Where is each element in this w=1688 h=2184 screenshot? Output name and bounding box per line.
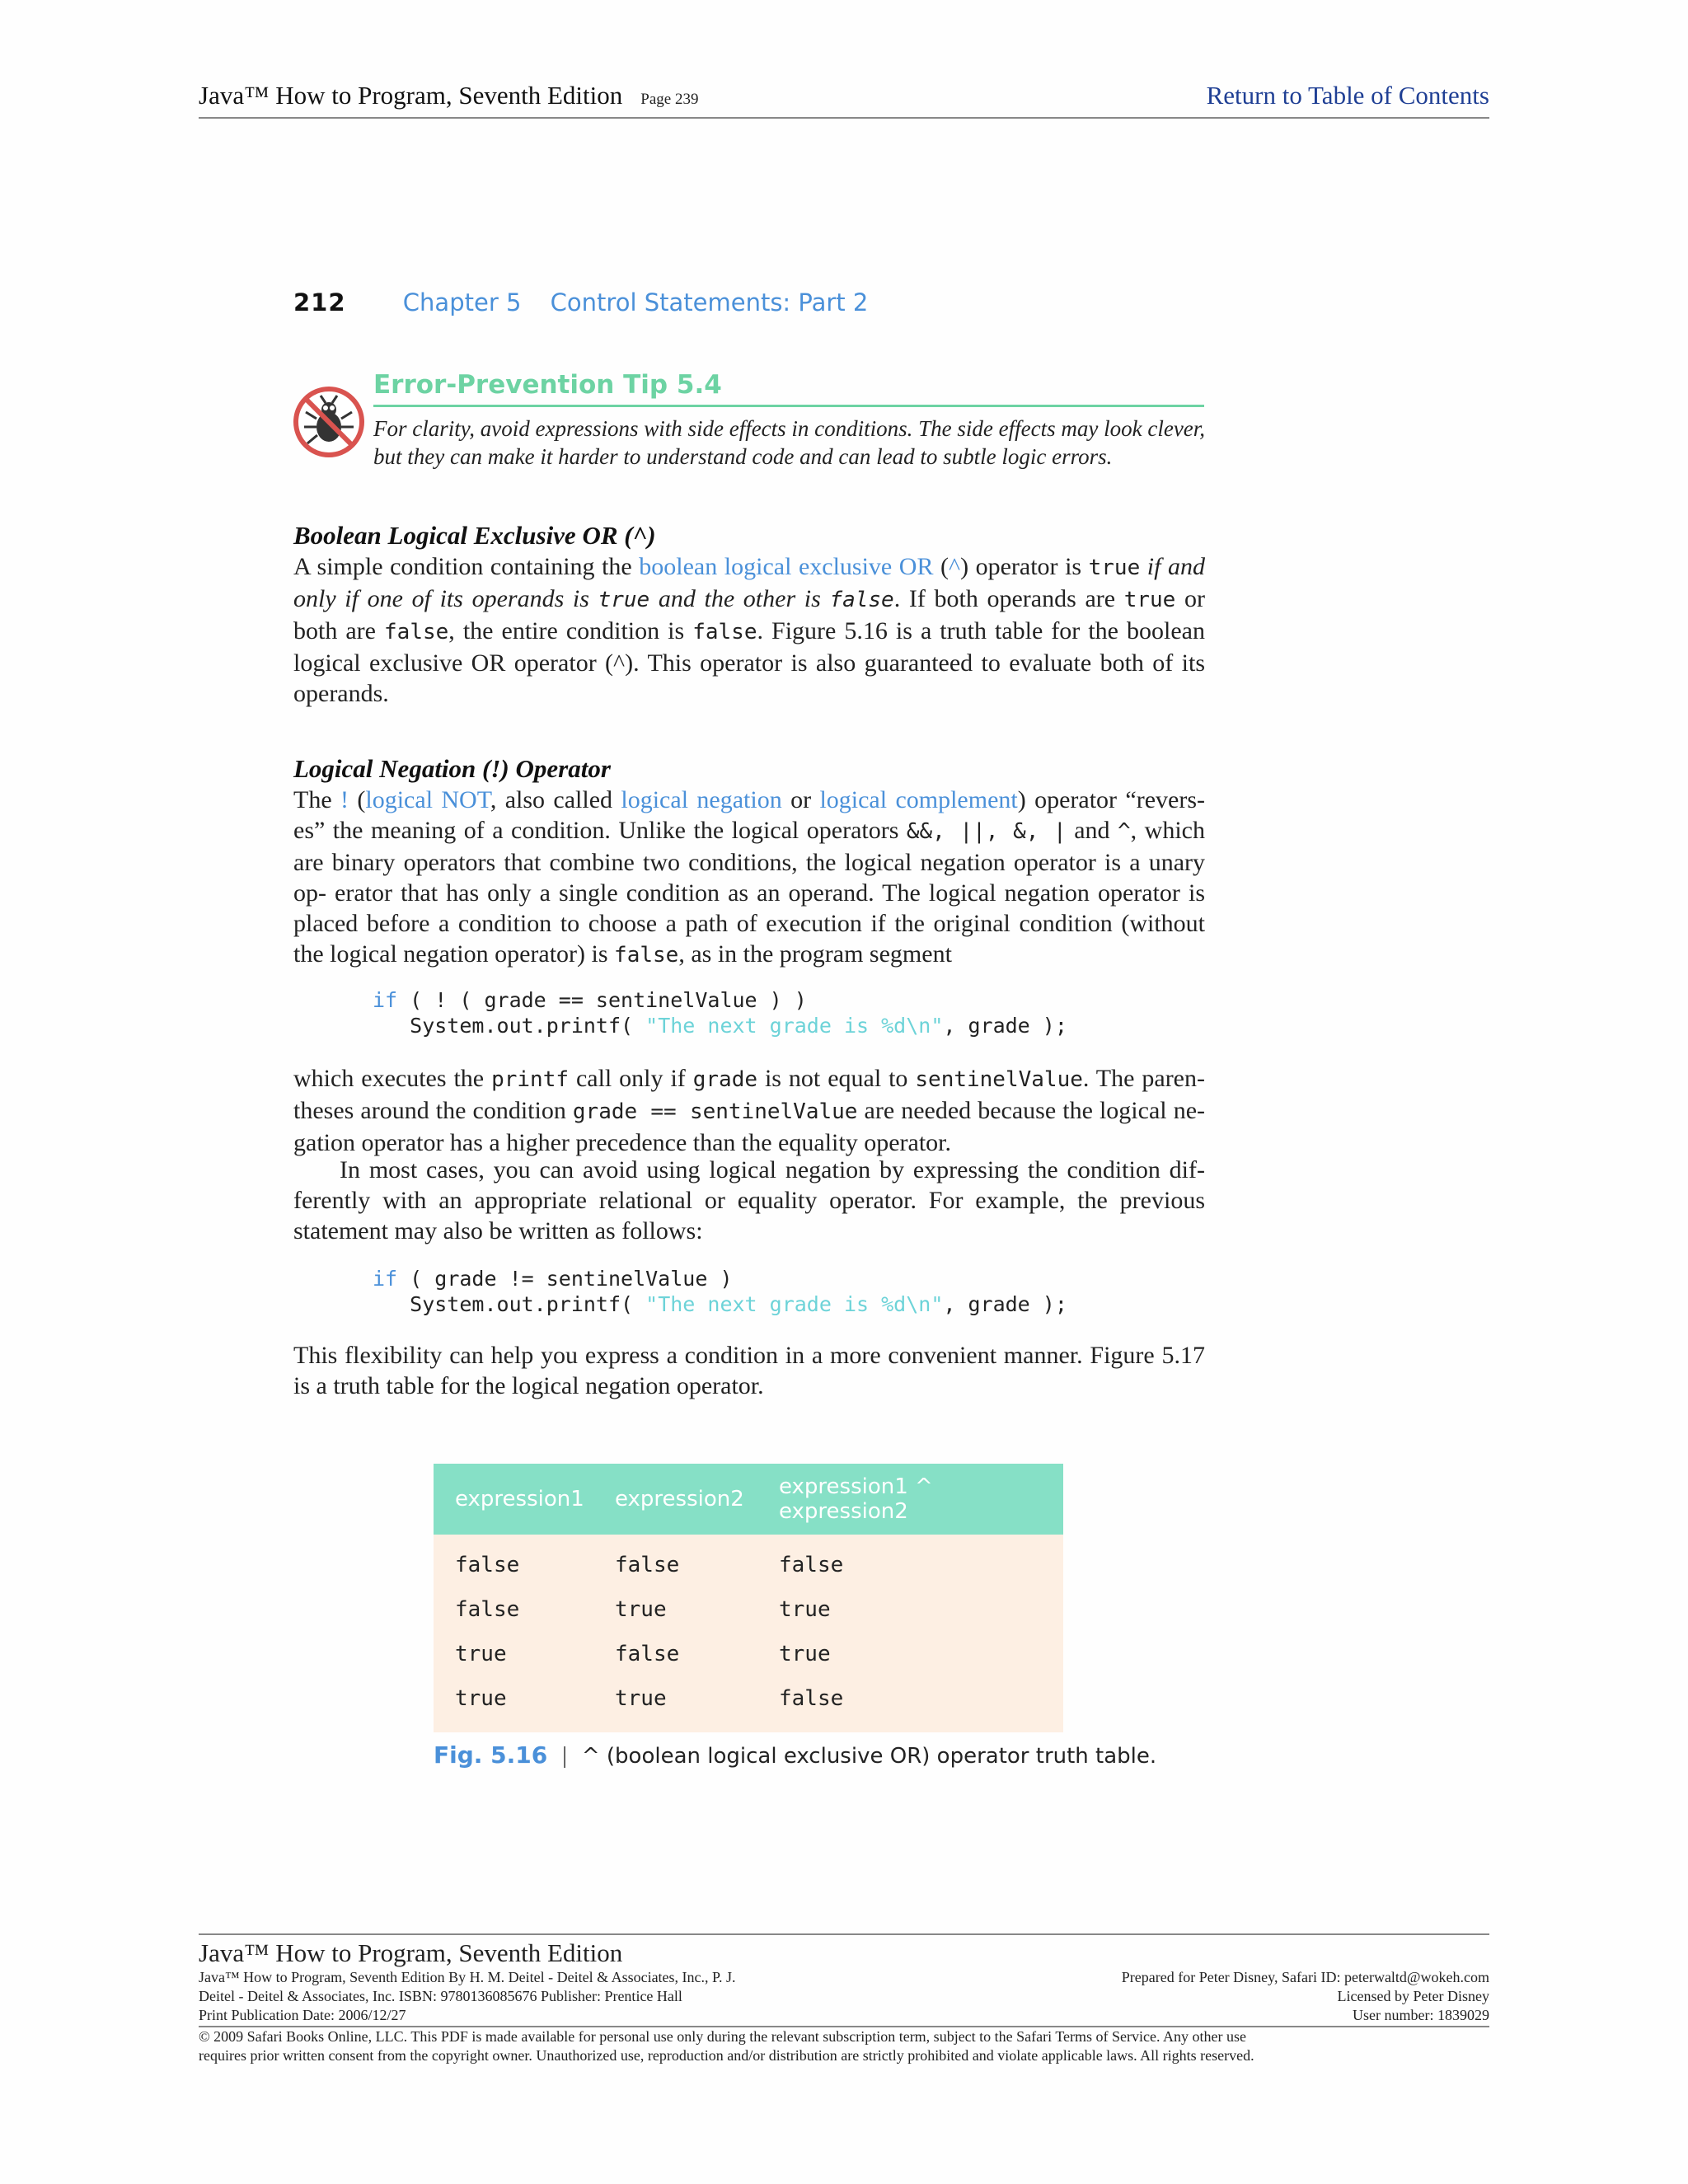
table-cell: false (615, 1642, 680, 1666)
footer-title: Java™ How to Program, Seventh Edition (199, 1938, 623, 1967)
table-cell: false (615, 1553, 680, 1577)
section-label: Control Statements: Part 2 (550, 288, 869, 316)
footer-copyright: © 2009 Safari Books Online, LLC. This PDF is made available for personal use only during the relevant subscription term, subject to the Safari Terms of Service. Any other use requires prior written consent from the copyright owner. Unauthorized use, reproduction and/or distribution are strictly prohibited and violate applicable laws. All rights reserved. (199, 2026, 1489, 2065)
table-body (434, 1535, 1063, 1732)
book-title (199, 81, 698, 110)
table-cell: true (455, 1642, 507, 1666)
truth-table (434, 1464, 1063, 1732)
table-row (434, 1543, 1063, 1587)
tip-title: Error-Prevention Tip 5.4 (373, 370, 1204, 407)
caption-text: ^ (boolean logical exclusive OR) operator truth table. (581, 1744, 1157, 1769)
column-header: expression2 (615, 1487, 744, 1511)
page-footer (199, 1933, 1489, 2065)
term-logical-negation: logical negation (621, 786, 782, 813)
footer-licensed-by: Licensed by Peter Disney (1337, 1988, 1489, 2004)
heading-exclusive-or: Boolean Logical Exclusive OR (^) (293, 521, 656, 550)
table-cell: false (779, 1553, 844, 1577)
table-cell: false (455, 1597, 520, 1622)
caption-separator: | (562, 1743, 567, 1769)
heading-logical-negation: Logical Negation (!) Operator (293, 754, 611, 783)
bug-icon (293, 386, 365, 458)
chapter-label: Chapter 5 (402, 288, 522, 316)
top-header (199, 74, 1489, 119)
table-cell: true (615, 1686, 667, 1711)
return-to-toc-link[interactable]: Return to Table of Contents (1206, 81, 1489, 110)
footer-prepared-for: Prepared for Peter Disney, Safari ID: peterwaltd@wokeh.com (1121, 1969, 1489, 1985)
footer-pub-date: Print Publication Date: 2006/12/27 (199, 2007, 406, 2023)
term-exclusive-or: boolean logical exclusive OR (639, 553, 934, 580)
table-header (434, 1464, 1063, 1535)
table-cell: true (779, 1597, 831, 1622)
column-header: expression1 (455, 1487, 584, 1511)
paragraph-avoid-negation: In most cases, you can avoid using logical negation by expressing the condition dif- ferently with an appropriate relational or equality operator. For example, the previous statement may also be written as follows: (293, 1156, 1205, 1244)
footer-isbn: Deitel - Deitel & Associates, Inc. ISBN: 9780136085676 Publisher: Prentice Hall (199, 1988, 682, 2004)
figure-number: Fig. 5.16 (434, 1741, 548, 1769)
code-block-2: if ( grade != sentinelValue ) System.out.printf( "The next grade is %d\n", grade ); (373, 1267, 1067, 1316)
term-logical-not: logical NOT (365, 786, 490, 813)
running-head (293, 288, 868, 317)
footer-user-number: User number: 1839029 (1353, 2007, 1489, 2023)
figure-caption (434, 1741, 1156, 1769)
paragraph-flexibility: This flexibility can help you express a condition in a more convenient manner. Figure 5.17 is a truth table for the logical negation operator. (293, 1342, 1205, 1399)
tip-body: For clarity, avoid expressions with side effects in conditions. The side effects may look clever, but they can make it harder to understand code and can lead to subtle logic errors. (373, 416, 1206, 469)
table-row (434, 1632, 1063, 1676)
paragraph-exclusive-or: A simple condition containing the boolean logical exclusive OR (^) operator is true if and only if one of its operands is true and the other is false. If both operands are true or both are false, the entire condition is false. Figure 5.16 is a truth table for the boolean logical exclusive OR operator (^). This operator is also guaranteed to evaluate both of its operands. (293, 553, 1205, 707)
book-title-text: Java™ How to Program, Seventh Edition (199, 81, 623, 110)
table-cell: true (455, 1686, 507, 1711)
column-header: expression1 ^ expression2 (779, 1474, 933, 1524)
table-cell: false (455, 1553, 520, 1577)
page-number: 212 (293, 288, 346, 316)
table-cell: true (615, 1597, 667, 1622)
code-block-1: if ( ! ( grade == sentinelValue ) ) System.out.printf( "The next grade is %d\n", grade ); (373, 988, 1067, 1038)
table-row (434, 1676, 1063, 1721)
table-cell: false (779, 1686, 844, 1711)
footer-book-info: Java™ How to Program, Seventh Edition By H. M. Deitel - Deitel & Associates, Inc., P. J. (199, 1969, 736, 1985)
table-cell: true (779, 1642, 831, 1666)
term-logical-complement: logical complement (819, 786, 1018, 813)
paragraph-logical-negation: The ! (logical NOT, also called logical negation or logical complement) operator “revers- es” the meaning of a condition. Unlike the logical operators &&, ||, &, | and ^, which are binary operators that combine two conditions, the logical negation operator is a unary op- erator that has only a single condition as an operand. The logical negation operator is placed before a condition to choose a path of execution if the original condition (without the logical negation operator) is false, as in the program segment (293, 786, 1206, 968)
table-row (434, 1587, 1063, 1632)
paragraph-printf: which executes the printf call only if grade is not equal to sentinelValue. The paren- theses around the condition grade == sentinelValue are needed because the logical ne- gation operator has a higher precedence than the equality operator. (293, 1065, 1205, 1156)
page-label: Page 239 (640, 91, 699, 108)
